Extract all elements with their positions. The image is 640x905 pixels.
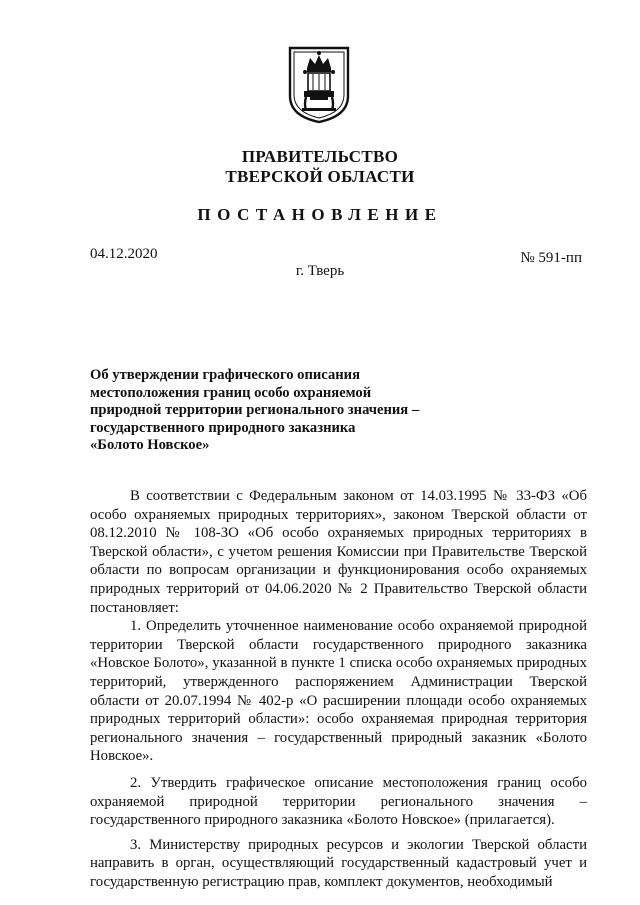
org-name-line1: ПРАВИТЕЛЬСТВО [241, 147, 399, 166]
item-1-paragraph: 1. Определить уточненное наименование особо охраняемой природной территории Тверской области государственного природного заказника «Новское Болото», указанной в пункте 1 списка особо охраняемых природных территорий, утвержденного распоряжением Администрации Тверской области от 20.07.1994 № 402-р «О расширении площади особо охраняемых природных территорий области»: особо охраняемая природная территория регионального значения – государственный природный заказник «Болото Новское». [90, 618, 587, 765]
document-date: 04.12.2020 [90, 246, 158, 262]
org-name-line2: ТВЕРСКОЙ ОБЛАСТИ [225, 167, 415, 186]
subject-line: «Болото Новское» [90, 437, 210, 454]
subject-line: государственного природного заказника [90, 419, 356, 436]
subject-line: местоположения границ особо охраняемой [90, 384, 372, 401]
document-body [90, 487, 587, 891]
document-subject [90, 367, 450, 455]
document-city: г. Тверь [295, 263, 345, 279]
preamble-paragraph: В соответствии с Федеральным законом от 14.03.1995 № 33-ФЗ «Об особо охраняемых природных территориях», законом Тверской области от 08.12.2010 № 108-ЗО «Об особо охраняемых природных территориях в Тверской области», с учетом решения Комиссии при Правительстве Тверской области по вопросам организации и функционирования особо охраняемых природных территорий от 04.06.2020 № 2 Правительство Тверской области постановляет: [90, 488, 587, 616]
subject-line: природной территории регионального значения – [90, 402, 420, 419]
item-3-paragraph: 3. Министерству природных ресурсов и экологии Тверской области направить в орган, осуществляющий государственный кадастровый учет и государственную регистрацию прав, комплект документов, необходимый [90, 836, 587, 890]
tver-coat-of-arms-icon [286, 44, 352, 124]
document-type-title: ПОСТАНОВЛЕНИЕ [197, 205, 443, 224]
item-2-paragraph: 2. Утвердить графическое описание местоположения границ особо охраняемой природной территории регионального значения – государственного природного заказника «Болото Новское» (прилагается). [90, 774, 587, 829]
subject-line: Об утверждении графического описания [90, 367, 360, 383]
document-number: № 591-пп [520, 250, 582, 266]
